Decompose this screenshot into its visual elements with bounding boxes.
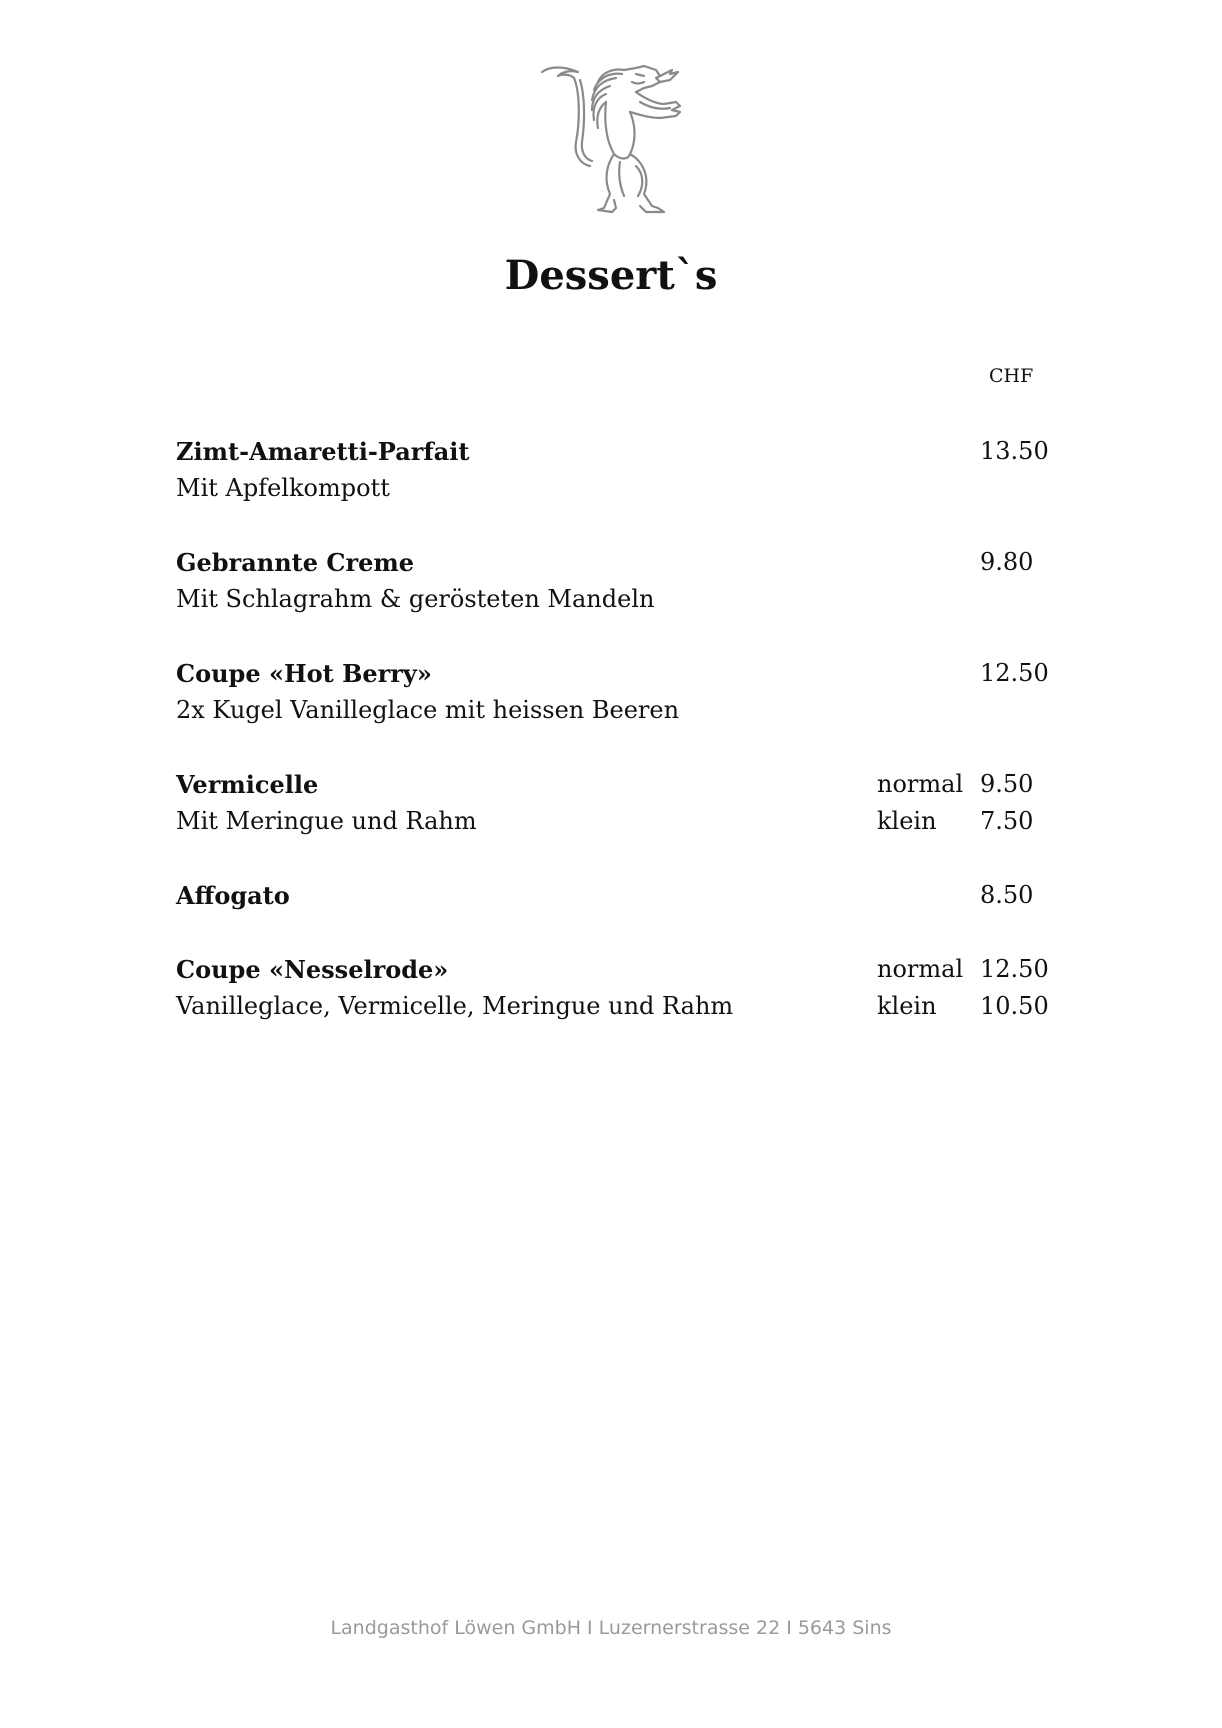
item-price: 9.80 bbox=[980, 548, 1034, 576]
menu-item bbox=[176, 655, 1056, 729]
item-price: 10.50 bbox=[980, 992, 1049, 1020]
item-name: Gebrannte Creme bbox=[176, 548, 415, 577]
item-name: Zimt-Amaretti-Parfait bbox=[176, 437, 470, 466]
item-name: Vermicelle bbox=[176, 770, 319, 799]
item-price: 8.50 bbox=[980, 881, 1034, 909]
page-title: Dessert`s bbox=[504, 252, 718, 299]
menu-item bbox=[176, 877, 1056, 914]
menu-item bbox=[176, 433, 1056, 507]
item-name: Coupe «Hot Berry» bbox=[176, 659, 432, 688]
item-name: Affogato bbox=[176, 881, 290, 910]
item-price: 13.50 bbox=[980, 437, 1049, 465]
item-price: 9.50 bbox=[980, 770, 1034, 798]
item-price: 7.50 bbox=[980, 807, 1034, 835]
item-size: klein bbox=[877, 992, 937, 1020]
item-size: normal bbox=[877, 955, 964, 983]
dessert-menu bbox=[176, 433, 1056, 1062]
item-description: Mit Apfelkompott bbox=[176, 474, 390, 502]
menu-item bbox=[176, 951, 1056, 1025]
menu-item bbox=[176, 766, 1056, 840]
rampant-lion-icon bbox=[540, 62, 720, 222]
item-description: Mit Schlagrahm & gerösteten Mandeln bbox=[176, 585, 655, 613]
item-description: Vanilleglace, Vermicelle, Meringue und Rahm bbox=[176, 992, 734, 1020]
item-size: normal bbox=[877, 770, 964, 798]
item-price: 12.50 bbox=[980, 659, 1049, 687]
item-description: Mit Meringue und Rahm bbox=[176, 807, 477, 835]
footer-address: Landgasthof Löwen GmbH I Luzernerstrasse 22 I 5643 Sins bbox=[330, 1617, 892, 1639]
currency-label: CHF bbox=[989, 365, 1034, 387]
item-description: 2x Kugel Vanilleglace mit heissen Beeren bbox=[176, 696, 680, 724]
item-name: Coupe «Nesselrode» bbox=[176, 955, 449, 984]
item-size: klein bbox=[877, 807, 937, 835]
menu-item bbox=[176, 544, 1056, 618]
item-price: 12.50 bbox=[980, 955, 1049, 983]
